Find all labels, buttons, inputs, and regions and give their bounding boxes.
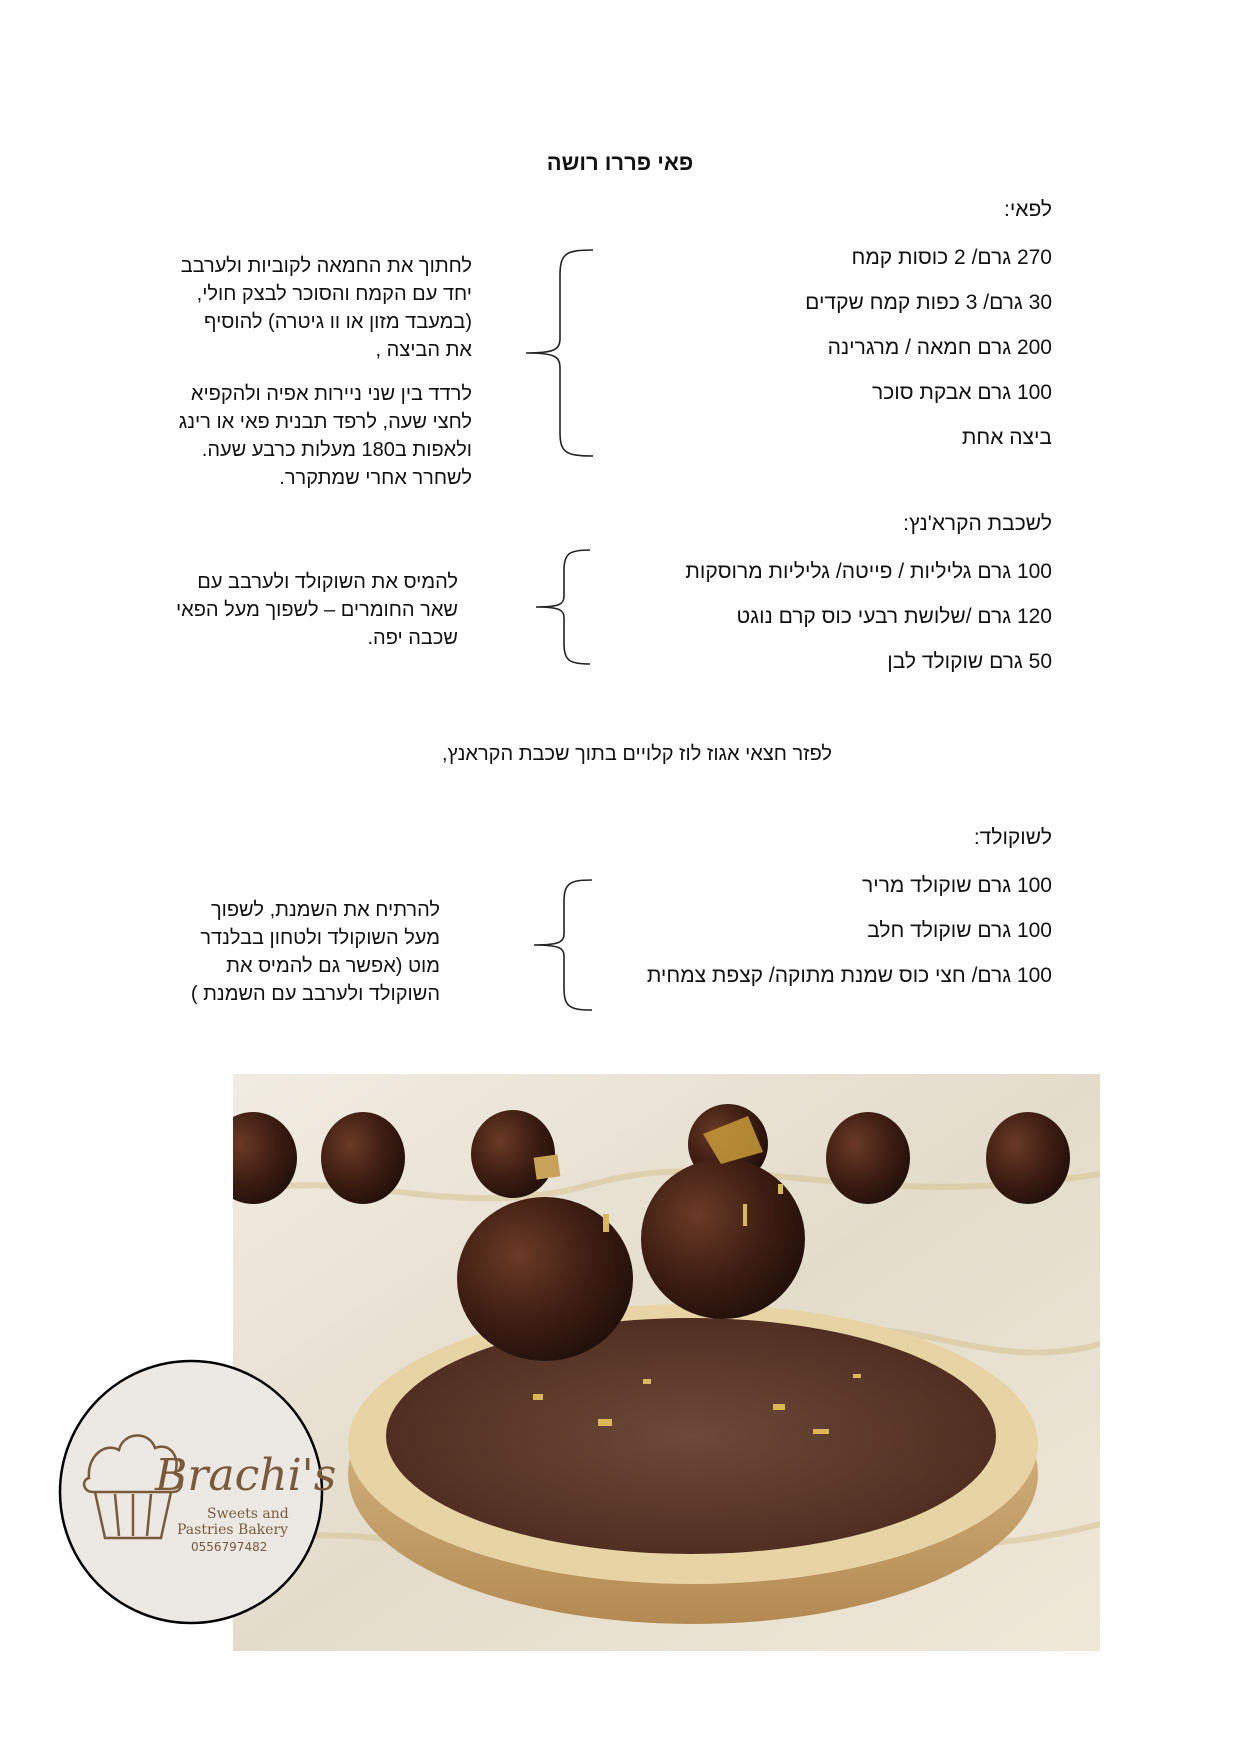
crunch-instruction-line: שכבה יפה. [367,627,458,649]
pie-ingredient: 30 גרם/ 3 כפות קמח שקדים [805,291,1052,314]
crunch-heading: לשכבת הקרא'נץ: [903,512,1052,535]
chocolate-heading: לשוקולד: [973,826,1052,849]
pie-ingredient: ביצה אחת [961,426,1052,449]
pie-instruction-line: את הביצה , [375,339,472,361]
pie-ingredient: 270 גרם/ 2 כוסות קמח [851,246,1052,269]
crunch-ingredient: 100 גרם גליליות / פייטה/ גליליות מרוסקות [685,560,1052,583]
crunch-brace [530,546,600,668]
pie-photo [233,1074,1100,1651]
recipe-title: פאי פררו רושה [546,150,694,175]
chocolate-instruction-line: מוט (אפשר גם להמיס את [226,955,440,977]
chocolate-ingredient: 100 גרם שוקולד מריר [862,874,1052,897]
crunch-ingredient: 50 גרם שוקולד לבן [887,650,1052,673]
chocolate-instruction-line: השוקולד ולערבב עם השמנת ) [190,983,440,1005]
pie-instruction-line: ולאפות ב180 מעלות כרבע שעה. [201,439,472,461]
pie-ingredient: 100 גרם אבקת סוכר [872,381,1052,404]
logo-phone: 0556797482 [191,1540,268,1554]
hazelnut-note: לפזר חצאי אגוז לוז קלויים בתוך שכבת הקראנץ, [442,743,832,765]
logo-tagline: Sweets and [207,1506,289,1522]
pie-heading: לפאי: [1004,198,1052,221]
pie-instruction-line: לרדד בין שני ניירות אפיה ולהקפיא [190,383,472,405]
pie-instruction-line: יחד עם הקמח והסוכר לבצק חולי, [196,283,472,305]
chocolate-ingredient: 100 גרם/ חצי כוס שמנת מתוקה/ קצפת צמחית [646,964,1052,987]
pie-brace [520,246,600,460]
pie-instruction-line: לחתוך את החמאה לקוביות ולערבב [180,255,472,277]
pie-instruction-line: לשחרר אחרי שמתקרר. [279,467,472,489]
crunch-ingredient: 120 גרם /שלושת רבעי כוס קרם נוגט [736,605,1052,628]
logo-tagline: Pastries Bakery [177,1522,289,1538]
pie-ingredient: 200 גרם חמאה / מרגרינה [827,336,1052,359]
chocolate-ingredient: 100 גרם שוקולד חלב [867,919,1052,942]
logo-brand: Brachi's [155,1450,337,1501]
crunch-instruction-line: שאר החומרים – לשפוך מעל הפאי [175,599,458,621]
chocolate-instruction-line: להרתיח את השמנת, לשפוך [210,899,440,921]
chocolate-instruction-line: מעל השוקולד ולטחון בבלנדר [200,927,440,949]
crunch-instruction-line: להמיס את השוקולד ולערבב עם [197,571,458,593]
pie-instruction-line: לחצי שעה, לרפד תבנית פאי או רינג [178,411,472,433]
pie-instruction-line: (במעבד מזון או וו גיטרה) להוסיף [204,311,472,333]
chocolate-brace [528,876,600,1016]
bakery-logo [57,1358,337,1626]
